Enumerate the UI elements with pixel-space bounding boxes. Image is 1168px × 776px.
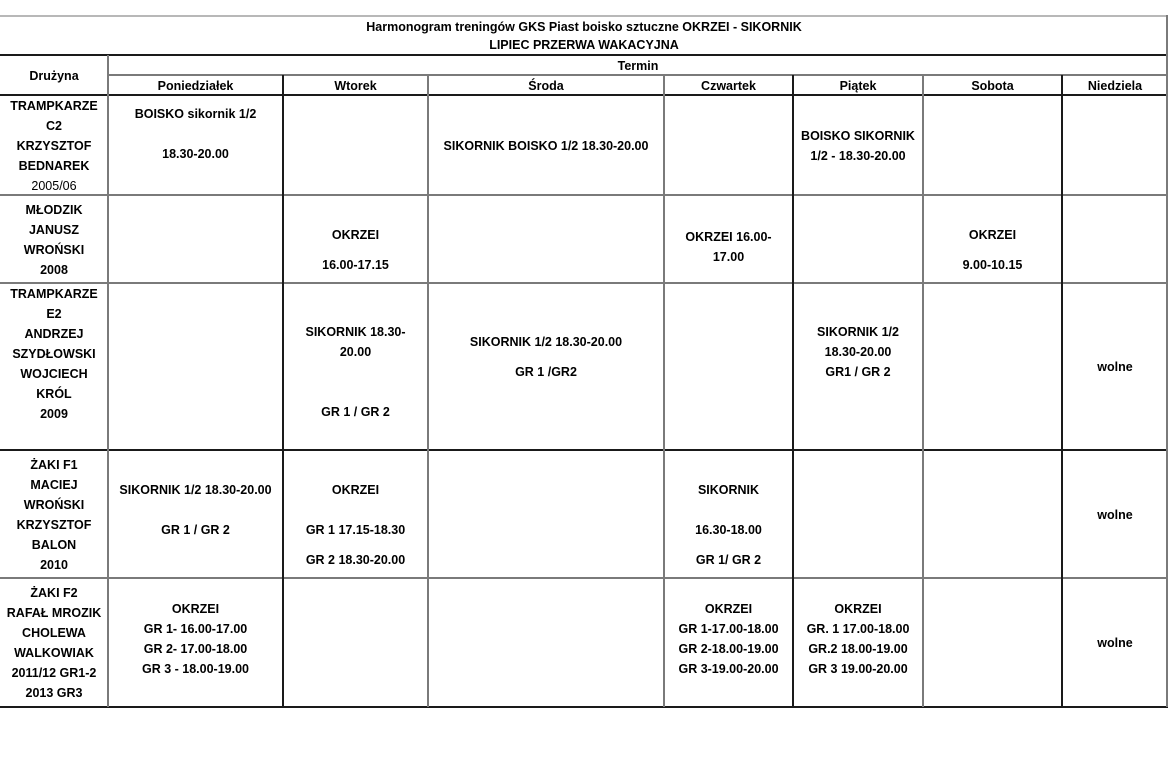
slot-text: GR 1-17.00-18.00 — [678, 622, 779, 636]
team-year: 2008 — [40, 262, 68, 277]
slot-sun — [1062, 284, 1168, 450]
team-year: 2010 — [40, 557, 68, 572]
slot-text: OKRZEI — [834, 602, 882, 616]
slot-text: GR 3 - 18.00-19.00 — [141, 662, 249, 676]
coach-name: RAFAŁ MROZIK — [6, 606, 102, 620]
coach-name: MACIEJ — [30, 477, 78, 492]
header-day-tue: Wtorek — [334, 78, 377, 93]
slot-text: GR 1/ GR 2 — [695, 553, 762, 567]
slot-text: OKRZEI — [331, 228, 380, 242]
slot-text: SIKORNIK 1/2 — [817, 325, 899, 339]
slot-text: SIKORNIK — [697, 483, 760, 497]
slot-wed — [428, 96, 664, 195]
header-day-mon: Poniedziałek — [157, 78, 234, 93]
slot-text: 1/2 - 18.30-20.00 — [810, 148, 906, 163]
grid-line — [0, 706, 1168, 708]
slot-text: 18.30-20.00 — [824, 345, 892, 359]
slot-text: GR.2 18.00-19.00 — [808, 642, 908, 656]
header-team: Drużyna — [29, 68, 79, 83]
slot-fri — [793, 284, 923, 450]
team-name: C2 — [46, 118, 62, 133]
slot-text: 20.00 — [339, 345, 372, 359]
team-name: ŻAKI F1 — [30, 457, 78, 472]
team-cell — [0, 96, 108, 195]
grid-line — [0, 449, 1168, 451]
header-day-sat: Sobota — [971, 78, 1014, 93]
coach-name: KRZYSZTOF — [16, 138, 92, 153]
slot-text: 18.30-20.00 — [162, 147, 229, 161]
slot-text: GR 2- 17.00-18.00 — [143, 642, 248, 656]
team-name: TRAMPKARZE — [10, 98, 98, 113]
slot-sun — [1062, 579, 1168, 707]
slot-text: GR 2 18.30-20.00 — [305, 553, 406, 567]
coach-name: WROŃSKI — [23, 497, 85, 512]
grid-line — [0, 54, 1168, 56]
slot-fri — [793, 579, 923, 707]
slot-text: SIKORNIK BOISKO 1/2 18.30-20.00 — [443, 138, 649, 153]
coach-name: WOJCIECH — [20, 367, 88, 381]
schedule-title: Harmonogram treningów GKS Piast boisko sztuczne OKRZEI - SIKORNIK — [366, 20, 802, 34]
grid-line — [107, 55, 109, 707]
grid-line — [0, 282, 1168, 284]
coach-name: ANDRZEJ — [24, 327, 84, 341]
coach-name: CHOLEWA — [22, 626, 86, 640]
team-cell — [0, 579, 108, 707]
slot-text: GR 2-18.00-19.00 — [678, 642, 779, 656]
team-cell — [0, 451, 108, 578]
team-year: 2011/12 GR1-2 — [11, 666, 97, 680]
slot-tue — [283, 196, 428, 283]
slot-text: wolne — [1097, 360, 1133, 374]
coach-name: WROŃSKI — [23, 242, 85, 257]
slot-wed — [428, 284, 664, 450]
grid-line — [922, 75, 924, 707]
header-day-sun: Niedziela — [1087, 78, 1143, 93]
slot-text: SIKORNIK 1/2 18.30-20.00 — [469, 335, 623, 349]
slot-text: GR 1 / GR 2 — [161, 523, 230, 537]
coach-name: KRZYSZTOF — [16, 517, 92, 532]
slot-text: GR 1 / GR 2 — [321, 405, 390, 419]
slot-text: BOISKO SIKORNIK — [801, 128, 915, 143]
slot-text: OKRZEI — [968, 228, 1017, 242]
grid-line — [663, 75, 665, 707]
slot-text: 17.00 — [712, 250, 745, 264]
coach-name: SZYDŁOWSKI — [12, 347, 96, 361]
slot-text: GR 1 17.15-18.30 — [305, 523, 406, 537]
slot-text: 16.00-17.15 — [322, 258, 389, 272]
slot-text: GR1 / GR 2 — [825, 365, 891, 379]
grid-line — [1061, 75, 1063, 707]
coach-name: KRÓL — [36, 387, 72, 401]
slot-thu — [664, 196, 793, 283]
team-year: 2013 GR3 — [25, 686, 83, 700]
slot-sun — [1062, 451, 1168, 578]
slot-text: BOISKO sikornik 1/2 — [134, 107, 257, 121]
slot-text: wolne — [1097, 507, 1133, 522]
team-year: 2005/06 — [31, 178, 77, 193]
grid-line — [427, 75, 429, 707]
slot-thu — [664, 579, 793, 707]
team-name: TRAMPKARZE — [10, 287, 98, 301]
slot-text: OKRZEI — [704, 602, 753, 616]
slot-text: OKRZEI 16.00- — [685, 230, 772, 244]
slot-text: SIKORNIK 18.30- — [305, 325, 406, 339]
grid-line — [0, 194, 1168, 196]
coach-name: JANUSZ — [28, 222, 79, 237]
slot-tue — [283, 451, 428, 578]
team-name: MŁODZIK — [25, 202, 83, 217]
slot-tue — [283, 284, 428, 450]
slot-mon — [108, 96, 283, 176]
slot-mon — [108, 579, 283, 707]
coach-name: BEDNAREK — [18, 158, 90, 173]
team-cell — [0, 196, 108, 283]
team-name: ŻAKI F2 — [30, 586, 78, 600]
grid-line — [0, 94, 1168, 96]
slot-text: 9.00-10.15 — [962, 258, 1023, 272]
slot-text: OKRZEI — [171, 602, 220, 616]
team-cell — [0, 284, 108, 450]
slot-text: 16.30-18.00 — [695, 523, 762, 537]
header-day-wed: Środa — [528, 78, 564, 93]
grid-line — [792, 75, 794, 707]
slot-text: wolne — [1097, 636, 1133, 650]
slot-thu — [664, 451, 793, 578]
slot-mon — [108, 451, 283, 578]
grid-line — [0, 577, 1168, 579]
coach-name: WALKOWIAK — [14, 646, 94, 660]
slot-fri — [793, 96, 923, 195]
grid-line — [282, 75, 284, 707]
slot-text: SIKORNIK 1/2 18.30-20.00 — [119, 483, 272, 497]
slot-text: OKRZEI — [331, 483, 380, 497]
slot-text: GR. 1 17.00-18.00 — [806, 622, 910, 636]
header-day-fri: Piątek — [839, 78, 877, 93]
header-day-thu: Czwartek — [701, 78, 756, 93]
grid-line — [108, 74, 1168, 76]
slot-text: GR 3 19.00-20.00 — [808, 662, 908, 676]
slot-text: GR 3-19.00-20.00 — [678, 662, 779, 676]
slot-text: GR 1 /GR2 — [515, 365, 577, 379]
slot-sat — [923, 196, 1062, 283]
schedule-subtitle: LIPIEC PRZERWA WAKACYJNA — [489, 38, 679, 52]
slot-text: GR 1- 16.00-17.00 — [143, 622, 248, 636]
team-name: E2 — [46, 307, 62, 321]
coach-name: BALON — [31, 537, 77, 552]
team-year: 2009 — [40, 407, 68, 421]
grid-line — [0, 15, 1168, 17]
header-term: Termin — [617, 58, 659, 73]
